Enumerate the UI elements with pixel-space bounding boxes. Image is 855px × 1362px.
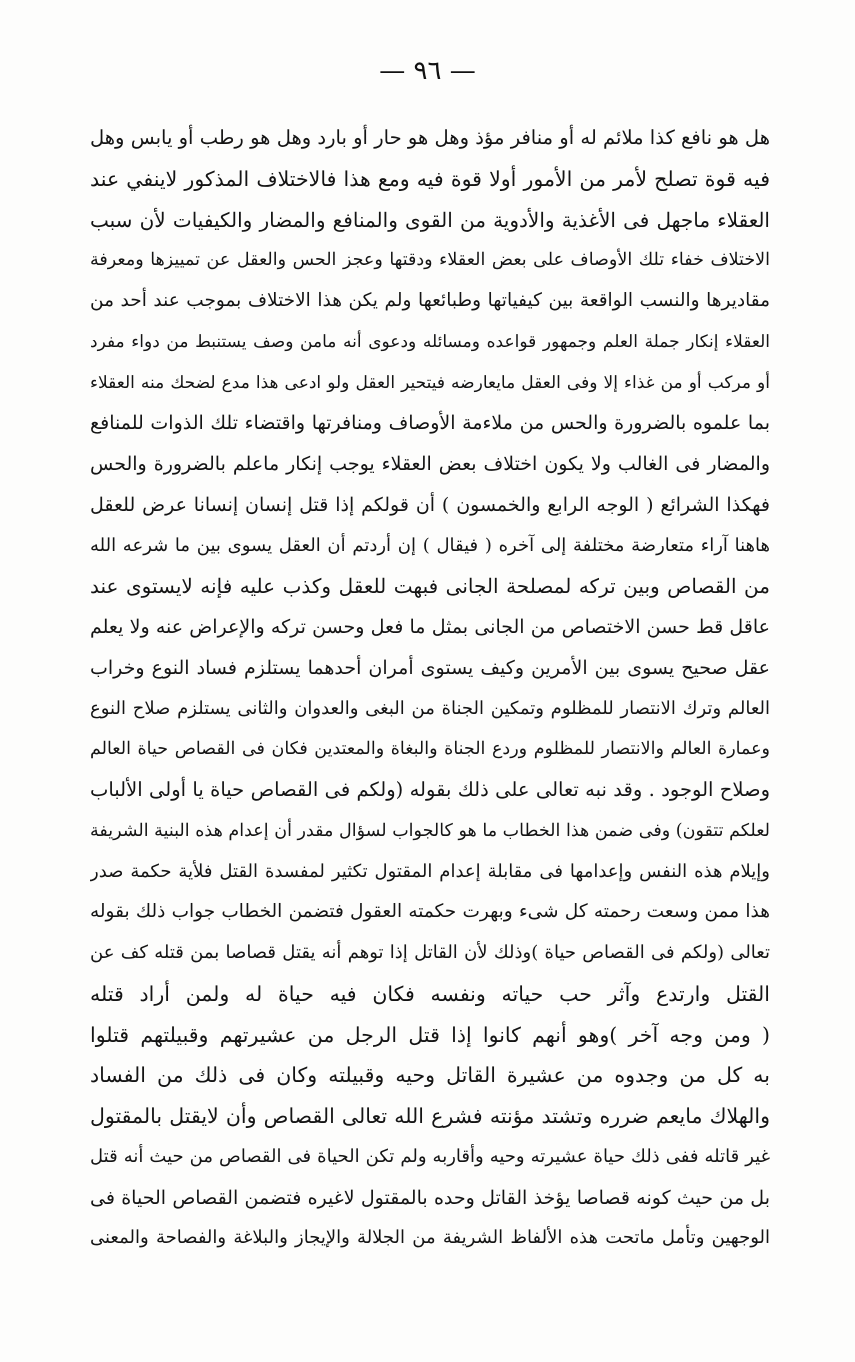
text-line: الوجهين وتأمل ماتحت هذه الألفاظ الشريفة من الجلالة والإيجاز والبلاغة والفصاحة والمعنى	[90, 1227, 770, 1249]
text-line: والمضار فى الغالب ولا يكون اختلاف بعض العقلاء يوجب إنكار ماعلم بالضرورة والحس	[90, 453, 770, 475]
text-line: فهكذا الشرائع ( الوجه الرابع والخمسون ) أن قولكم إذا قتل إنسان إنسانا عرض للعقل	[90, 493, 770, 516]
text-line: العقلاء ماجهل فى الأغذية والأدوية من القوى والمنافع والمضار والكيفيات لأن سبب	[90, 207, 770, 232]
text-line: العقلاء إنكار جملة العلم وجمهور قواعده ومسائله ودعوى أنه مامن وصف يستنبط من دواء مفرد	[90, 331, 770, 352]
text-line: به كل من وجدوه من عشيرة القاتل وحيه وقبيلته وكان فى ذلك من الفساد	[90, 1063, 770, 1088]
text-line: هذا ممن وسعت رحمته كل شىء وبهرت حكمته العقول فتضمن الخطاب جواب ذلك بقوله	[90, 901, 770, 923]
text-line: أو مركب أو من غذاء إلا وفى العقل مايعارضه فيتحير العقل ولو ادعى هذا مدع لضحك منه العقلاء	[90, 372, 770, 393]
text-line: والهلاك مايعم ضرره وتشتد مؤنته فشرع الله تعالى القصاص وأن لايقتل بالمقتول	[90, 1104, 770, 1128]
text-line: العالم وترك الانتصار للمظلوم وتمكين الجناة من البغى والعدوان والثانى يستلزم صلاح النوع	[90, 697, 770, 719]
text-line: بل من حيث كونه قصاصا يؤخذ القاتل وحده بالمقتول لاغيره فتضمن القصاص الحياة فى	[90, 1186, 770, 1209]
text-line: مقاديرها والنسب الواقعة بين كيفياتها وطبائعها ولم يكن هذا الاختلاف بموجب عند أحد من	[90, 290, 770, 311]
text-line: لعلكم تتقون) وفى ضمن هذا الخطاب ما هو كالجواب لسؤال مقدر أن إعدام هذه البنية الشريفة	[90, 820, 770, 841]
text-line: وصلاح الوجود . وقد نبه تعالى على ذلك بقوله (ولكم فى القصاص حياة يا أولى الألباب	[90, 778, 770, 801]
text-line: بما علموه بالضرورة والحس من ملاءمة الأوصاف ومنافرتها واقتضاء تلك الذوات للمنافع	[90, 412, 770, 435]
text-line: القتل وارتدع وآثر حب حياته ونفسه فكان فيه حياة له ولمن أراد قتله	[90, 981, 770, 1006]
text-line: فيه قوة تصلح لأمر من الأمور أولا قوة فيه ومع هذا فالاختلاف المذكور لاينفي عند	[90, 166, 770, 191]
body-text	[90, 118, 770, 1259]
text-line: عقل صحيح يسوى بين الأمرين وكيف يستوى أمران أحدهما يستلزم فساد النوع وخراب	[90, 656, 770, 679]
text-line: الاختلاف خفاء تلك الأوصاف على بعض العقلاء ودقتها وعجز الحس والعقل عن تمييزها ومعرفة	[90, 250, 770, 271]
text-line: عاقل قط حسن الاختصاص من الجانى بمثل ما فعل وحسن تركه والإعراض عنه ولا يعلم	[90, 616, 770, 638]
text-line: ( ومن وجه آخر )وهو أنهم كانوا إذا قتل الرجل من عشيرتهم وقبيلتهم قتلوا	[90, 1022, 770, 1047]
text-line: هاهنا آراء متعارضة مختلفة إلى آخره ( فيقال ) إن أردتم أن العقل يسوى بين ما شرعه الله	[90, 534, 770, 556]
text-line: وإيلام هذه النفس وإعدامها فى مقابلة إعدام المقتول تكثير لمفسدة القتل فلأية حكمة صدر	[90, 860, 770, 882]
text-line: وعمارة العالم والانتصار للمظلوم وردع الجناة والبغاة والمعتدين فكان فى القصاص حياة العالم	[90, 739, 770, 760]
text-line: غير قاتله ففى ذلك حياة عشيرته وحيه وأقاربه ولم تكن الحياة فى القصاص من حيث أنه قتل	[90, 1145, 770, 1167]
page-number: — ٩٦ —	[379, 56, 476, 86]
text-line: هل هو نافع كذا ملائم له أو منافر مؤذ وهل هو حار أو بارد وهل هو رطب أو يابس وهل	[90, 126, 770, 149]
text-line: تعالى (ولكم فى القصاص حياة )وذلك لأن القاتل إذا توهم أنه يقتل قصاصا بمن قتله كف عن	[90, 942, 770, 963]
text-line: من القصاص وبين تركه لمصلحة الجانى فبهت للعقل وكذب عليه فإنه لايستوى عند	[90, 574, 770, 599]
